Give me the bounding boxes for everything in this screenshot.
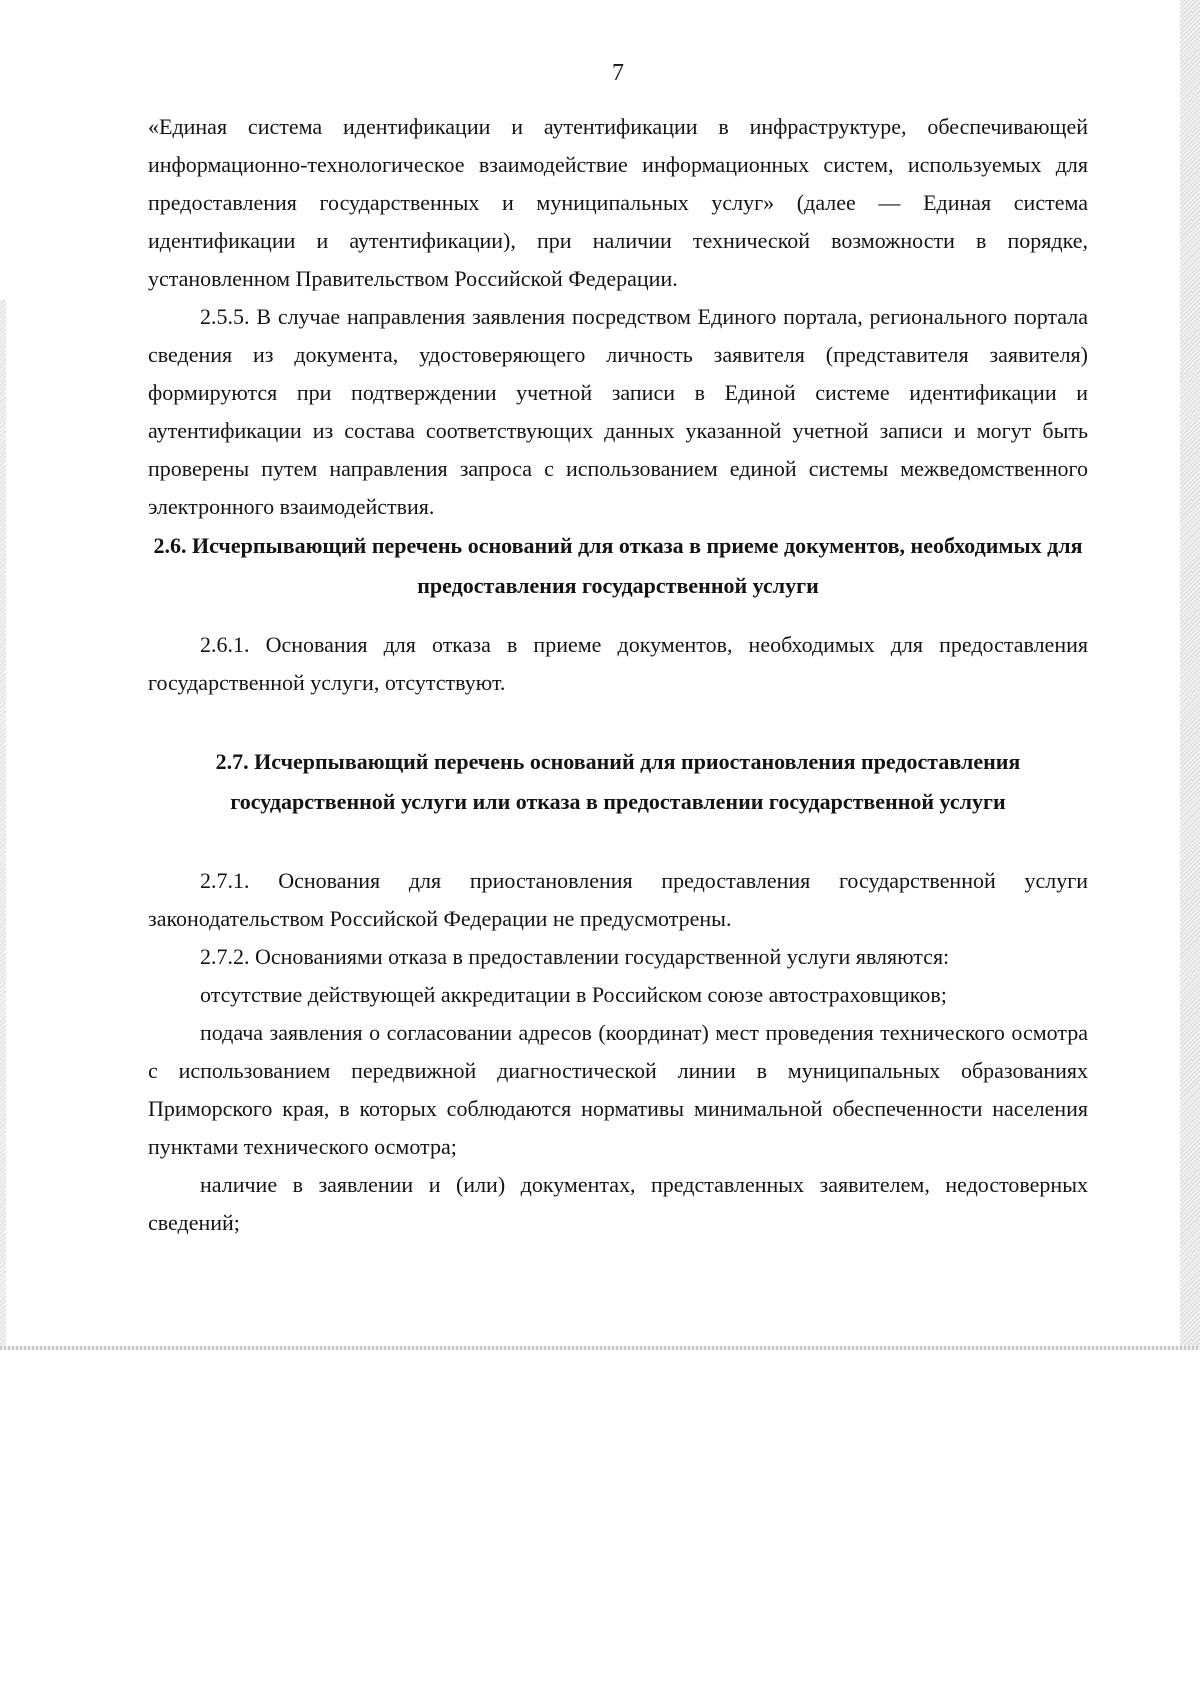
- spacer: [148, 606, 1088, 626]
- scan-bottom-edge: [0, 1346, 1200, 1350]
- scan-gutter-left: [0, 300, 6, 1350]
- paragraph: 2.5.5. В случае направления заявления посредством Единого портала, регионального портала сведения из документа, удостоверяющего личность заявителя (представителя заявителя) формируются при подтверждении учетной записи в Единой системе идентификации и аутентификации из состава соответствующих данных указанной учетной записи и могут быть проверены путем направления запроса с использованием единой системы межведомственного электронного взаимодействия.: [148, 304, 1088, 519]
- page-number: 7: [612, 60, 624, 86]
- scan-gutter-right: [1180, 0, 1200, 1350]
- paragraph: наличие в заявлении и (или) документах, представленных заявителем, недостоверных сведений;: [148, 1172, 1088, 1235]
- paragraph: 2.7.1. Основания для приостановления предоставления государственной услуги законодательством Российской Федерации не предусмотрены.: [148, 868, 1088, 931]
- paragraph: отсутствие действующей аккредитации в Российском союзе автостраховщиков;: [200, 982, 947, 1007]
- paragraph: 2.7.2. Основаниями отказа в предоставлении государственной услуги являются:: [200, 944, 950, 969]
- paragraph: подача заявления о согласовании адресов (координат) мест проведения технического осмотра с использованием передвижной диагностической линии в муниципальных образованиях Приморского края, в которых соблюдаются нормативы минимальной обеспеченности населения пунктами технического осмотра;: [148, 1020, 1088, 1159]
- spacer: [148, 822, 1088, 862]
- document-body: [148, 108, 1088, 1242]
- spacer: [148, 702, 1088, 742]
- section-heading-2-6: 2.6. Исчерпывающий перечень оснований для отказа в приеме документов, необходимых для предоставления государственной услуги: [153, 533, 1083, 598]
- section-heading-2-7: 2.7. Исчерпывающий перечень оснований для приостановления предоставления государственной услуги или отказа в предоставлении государственной услуги: [215, 749, 1021, 814]
- paragraph: 2.6.1. Основания для отказа в приеме документов, необходимых для предоставления государственной услуги, отсутствуют.: [148, 632, 1088, 695]
- paragraph: «Единая система идентификации и аутентификации в инфраструктуре, обеспечивающей информационно-технологическое взаимодействие информационных систем, используемых для предоставления государственных и муниципальных услуг» (далее — Единая система идентификации и аутентификации), при наличии технической возможности в порядке, установленном Правительством Российской Федерации.: [148, 114, 1088, 291]
